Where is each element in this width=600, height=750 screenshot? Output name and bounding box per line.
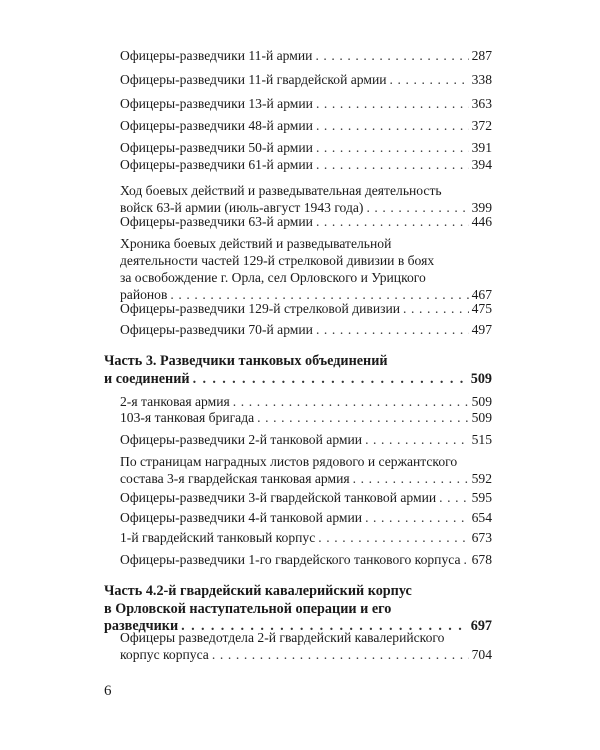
toc-entry <box>120 431 492 448</box>
dot-leader <box>318 529 468 546</box>
toc-entry <box>120 235 492 303</box>
dot-leader <box>353 470 469 487</box>
toc-entry-page: 338 <box>471 72 492 87</box>
toc-entry <box>120 409 492 426</box>
toc-entry-line: Хроника боевых действий и разведывательной <box>120 236 392 251</box>
dot-leader <box>439 489 468 506</box>
toc-entry <box>120 139 492 156</box>
toc-entry <box>120 300 492 317</box>
toc-entry-page: 372 <box>471 118 492 133</box>
toc-entry <box>120 95 492 112</box>
toc-entry-title: Офицеры-разведчики 13-й армии <box>120 96 313 111</box>
toc-entry-page: 287 <box>471 48 492 63</box>
toc-entry <box>120 489 492 506</box>
toc-entry-page: 363 <box>471 96 492 111</box>
dot-leader <box>316 321 469 338</box>
dot-leader <box>316 156 469 173</box>
toc-entry-title: корпус корпуса <box>120 647 209 662</box>
toc-entry <box>120 551 492 568</box>
toc-entry-page: 394 <box>471 157 492 172</box>
toc-entry-line: Ход боевых действий и разведывательная деятельность <box>120 183 442 198</box>
dot-leader <box>365 431 469 448</box>
toc-entry-page: 475 <box>471 301 492 316</box>
toc-part-heading <box>104 583 492 636</box>
toc-entry-title: Офицеры-разведчики 11-й гвардейской армии <box>120 72 387 87</box>
toc-entry <box>120 321 492 338</box>
toc-part-line: Часть 4.2-й гвардейский кавалерийский корпус <box>104 583 412 599</box>
dot-leader <box>316 117 469 134</box>
toc-entry-title: районов <box>120 287 168 302</box>
toc-entry <box>120 629 492 663</box>
toc-entry-title: Офицеры-разведчики 4-й танковой армии <box>120 510 363 525</box>
toc-entry-line: По страницам наградных листов рядового и сержантского <box>120 454 458 469</box>
toc-entry-line: деятельности частей 129-й стрелковой дивизии в боях <box>120 253 435 268</box>
toc-entry-title: Офицеры-разведчики 129-й стрелковой дивизии <box>120 301 401 316</box>
toc-entry-page: 673 <box>471 530 492 545</box>
toc-entry <box>120 47 492 64</box>
dot-leader <box>365 509 469 526</box>
toc-part-heading <box>104 353 492 388</box>
toc-entry <box>120 182 492 216</box>
toc-entry-title: Офицеры-разведчики 63-й армии <box>120 214 313 229</box>
toc-entry-title: войск 63-й армии (июль-август 1943 года) <box>120 200 364 215</box>
toc-entry-title: Офицеры-разведчики 2-й танковой армии <box>120 432 363 447</box>
toc-entry <box>120 71 492 88</box>
toc-entry-page: 391 <box>471 140 492 155</box>
toc-entry-title: 1-й гвардейский танковый корпус <box>120 530 316 545</box>
toc-entry-title: Офицеры-разведчики 11-й армии <box>120 48 313 63</box>
toc-entry <box>120 213 492 230</box>
toc-part-title: разведчики <box>104 618 179 634</box>
toc-entry <box>120 156 492 173</box>
dot-leader <box>212 646 469 663</box>
toc-entry-page: 399 <box>471 200 492 215</box>
dot-leader <box>315 47 468 64</box>
dot-leader <box>403 300 469 317</box>
toc-part-page: 509 <box>470 370 492 387</box>
toc-entry-page: 515 <box>471 432 492 447</box>
dot-leader <box>257 409 468 426</box>
toc-entry-title: 2-я танковая армия <box>120 394 230 409</box>
toc-part-title: и соединений <box>104 370 190 387</box>
toc-entry-title: состава 3-я гвардейская танковая армия <box>120 471 350 486</box>
toc-entry-page: 595 <box>471 490 492 505</box>
toc-entry-line: Офицеры разведотдела 2-й гвардейский кавалерийского <box>120 630 445 645</box>
toc-entry-title: Офицеры-разведчики 48-й армии <box>120 118 313 133</box>
toc-entry <box>120 529 492 546</box>
toc-entry-page: 509 <box>471 410 492 425</box>
page-number: 6 <box>104 683 112 699</box>
dot-leader <box>463 551 468 568</box>
toc-entry-title: 103-я танковая бригада <box>120 410 255 425</box>
toc-entry <box>120 393 492 410</box>
toc-entry-page: 654 <box>471 510 492 525</box>
toc-entry-page: 509 <box>471 394 492 409</box>
toc-entry-title: Офицеры-разведчики 3-й гвардейской танковой армии <box>120 490 437 505</box>
toc-entry <box>120 509 492 526</box>
toc-entry-title: Офицеры-разведчики 61-й армии <box>120 157 313 172</box>
toc-entry-title: Офицеры-разведчики 1-го гвардейского танкового корпуса <box>120 552 461 567</box>
dot-leader <box>193 371 468 389</box>
dot-leader <box>316 95 469 112</box>
toc-entry-page: 704 <box>471 647 492 662</box>
toc-part-line: Часть 3. Разведчики танковых объединений <box>104 353 388 369</box>
toc-entry-page: 467 <box>471 287 492 302</box>
toc-entry-page: 446 <box>471 214 492 229</box>
dot-leader <box>316 139 469 156</box>
toc-entry-line: за освобождение г. Орла, сел Орловского и Урицкого <box>120 270 426 285</box>
toc-entry-title: Офицеры-разведчики 70-й армии <box>120 322 313 337</box>
toc-entry-page: 592 <box>471 471 492 486</box>
toc-entry-page: 497 <box>471 322 492 337</box>
toc-entry <box>120 117 492 134</box>
toc-part-page: 697 <box>470 618 492 634</box>
toc-entry-page: 678 <box>471 552 492 567</box>
toc-entry-title: Офицеры-разведчики 50-й армии <box>120 140 313 155</box>
dot-leader <box>390 71 469 88</box>
dot-leader <box>316 213 469 230</box>
toc-entry <box>120 453 492 487</box>
dot-leader <box>233 393 469 410</box>
toc-part-line: в Орловской наступательной операции и его <box>104 600 392 617</box>
